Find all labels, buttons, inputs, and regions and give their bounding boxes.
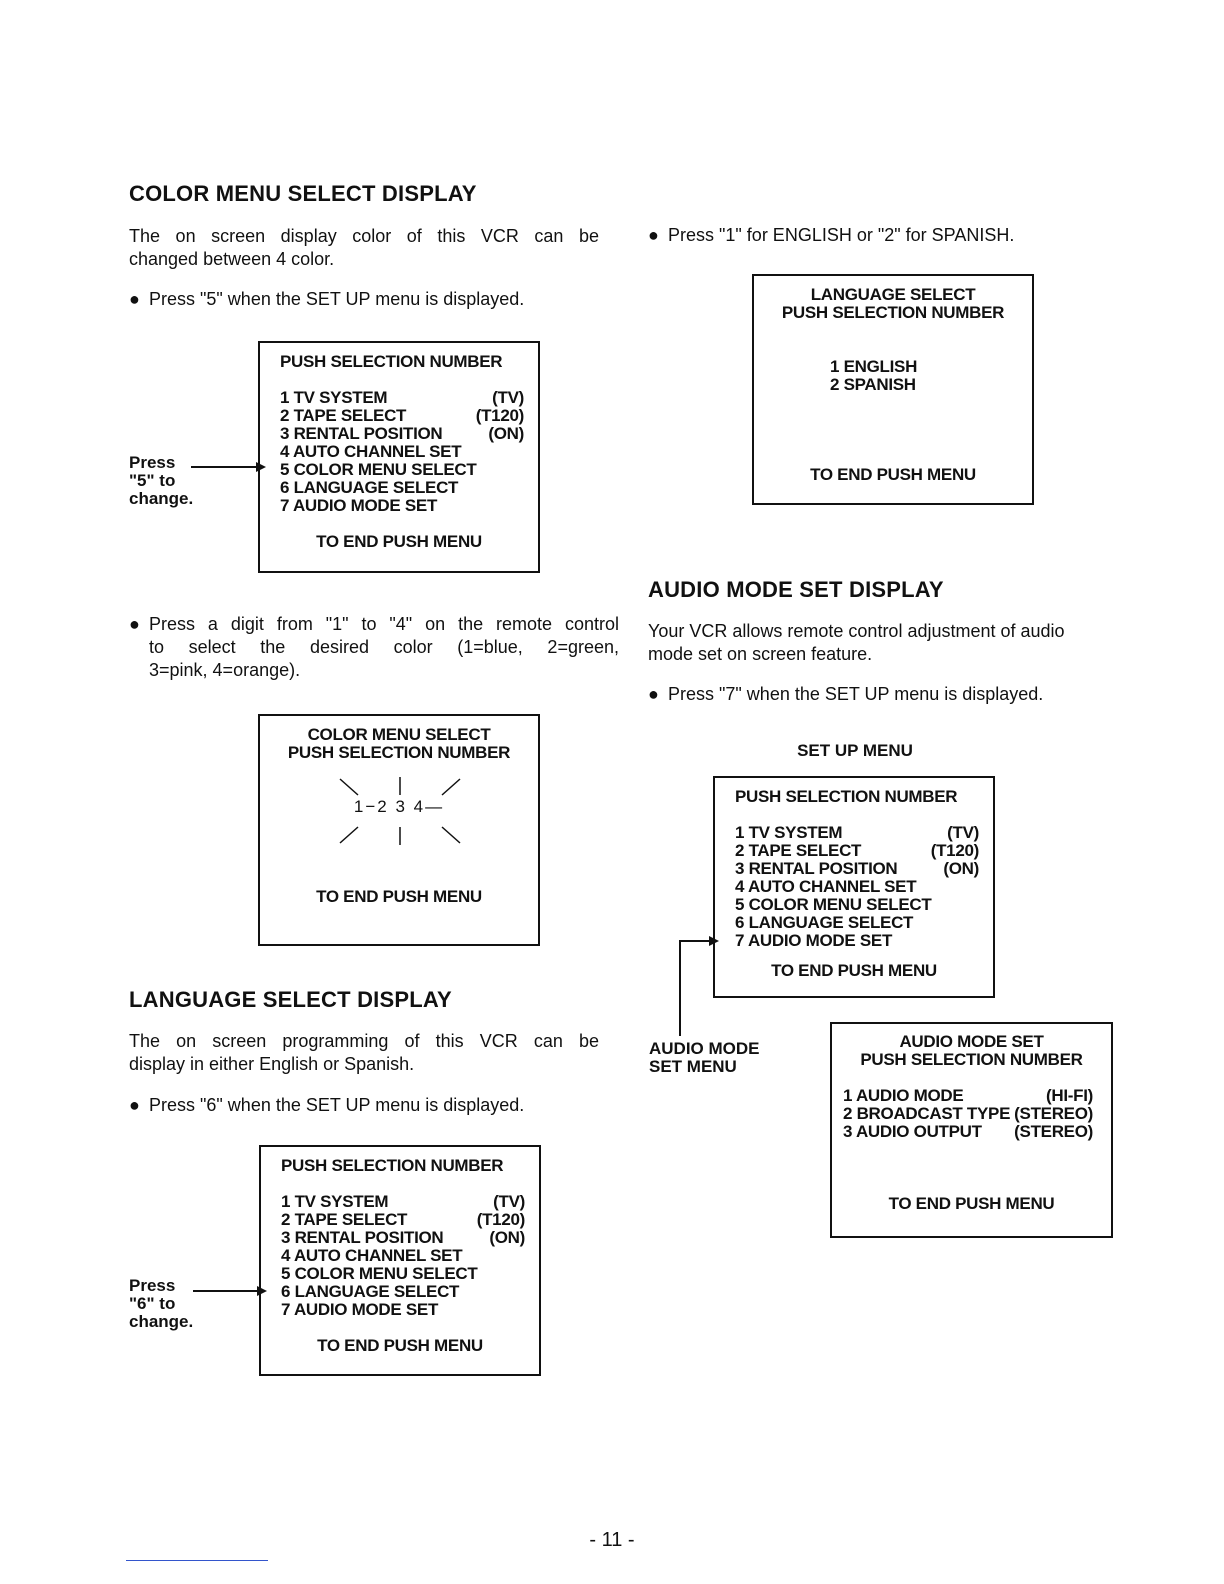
pointer-arrow-icon xyxy=(257,1286,267,1296)
audio-setup-menu-box xyxy=(713,776,995,998)
color-section-heading: COLOR MENU SELECT DISPLAY xyxy=(129,181,477,206)
language-section-heading: LANGUAGE SELECT DISPLAY xyxy=(129,987,452,1012)
audio-intro-line-2: mode set on screen feature. xyxy=(648,644,873,664)
language-press-label xyxy=(129,1277,193,1331)
bullet-icon: ● xyxy=(648,684,659,704)
osd-header: PUSH SELECTION NUMBER xyxy=(735,787,958,806)
audio-press-7-bullet xyxy=(648,683,1138,706)
osd-item: 7 AUDIO MODE SET xyxy=(281,1300,439,1319)
osd-title: LANGUAGE SELECT xyxy=(810,285,976,304)
osd-value: (STEREO) xyxy=(1014,1104,1093,1123)
osd-item: 7 AUDIO MODE SET xyxy=(735,931,893,950)
osd-item: 5 COLOR MENU SELECT xyxy=(735,895,932,914)
press-label-line: Press xyxy=(129,453,176,472)
bullet-icon: ● xyxy=(129,614,140,634)
osd-item: 2 BROADCAST TYPE xyxy=(843,1104,1011,1123)
osd-footer: TO END PUSH MENU xyxy=(888,1194,1055,1213)
osd-header: PUSH SELECTION NUMBER xyxy=(280,352,503,371)
color-menu-select-box xyxy=(258,714,540,946)
color-press-label xyxy=(129,454,193,508)
osd-item: 6 LANGUAGE SELECT xyxy=(735,913,914,932)
osd-item: 6 LANGUAGE SELECT xyxy=(280,478,459,497)
pointer-arrow-line xyxy=(679,940,711,942)
audio-mode-set-menu-label xyxy=(649,1040,760,1076)
color-intro-line-2: changed between 4 color. xyxy=(129,249,335,269)
osd-header: PUSH SELECTION NUMBER xyxy=(781,303,1005,322)
color-digit-bullet xyxy=(129,613,619,682)
setup-menu-title: SET UP MENU xyxy=(797,741,913,760)
osd-footer: TO END PUSH MENU xyxy=(771,961,937,980)
osd-value: (T120) xyxy=(476,1210,525,1229)
color-digit-text: 3=pink, 4=orange). xyxy=(149,660,301,680)
osd-item: 5 COLOR MENU SELECT xyxy=(280,460,477,479)
color-press-5-text: Press "5" when the SET UP menu is displayed. xyxy=(149,289,525,309)
press-label-line: Press xyxy=(129,1276,176,1295)
color-setup-menu-box xyxy=(258,341,540,573)
osd-item: 4 AUTO CHANNEL SET xyxy=(281,1246,463,1265)
bullet-icon: ● xyxy=(648,225,659,245)
language-press-6-text: Press "6" when the SET UP menu is displayed. xyxy=(149,1095,525,1115)
color-digit-text: Press a digit from "1" to "4" on the remote control xyxy=(149,614,619,634)
press-label-line: "6" to xyxy=(129,1294,176,1313)
language-setup-menu-box xyxy=(259,1145,541,1376)
language-select-box xyxy=(752,274,1034,505)
color-digit-text: to select the desired color (1=blue, 2=green, xyxy=(149,637,619,657)
color-options: 1−2 3 4— xyxy=(353,797,445,816)
osd-footer: TO END PUSH MENU xyxy=(810,465,976,484)
osd-item: 1 TV SYSTEM xyxy=(281,1192,389,1211)
osd-item: 2 TAPE SELECT xyxy=(281,1210,408,1229)
osd-item: 3 AUDIO OUTPUT xyxy=(843,1122,982,1141)
audio-intro-line-1: Your VCR allows remote control adjustment of audio xyxy=(648,621,1065,641)
osd-item: 3 RENTAL POSITION xyxy=(735,859,898,878)
osd-value: (ON) xyxy=(943,859,979,878)
bullet-icon: ● xyxy=(129,1095,140,1115)
osd-item: 6 LANGUAGE SELECT xyxy=(281,1282,460,1301)
osd-item: 4 AUTO CHANNEL SET xyxy=(280,442,462,461)
color-press-5-bullet xyxy=(129,288,619,311)
osd-item: 7 AUDIO MODE SET xyxy=(280,496,438,515)
language-choice-text: Press "1" for ENGLISH or "2" for SPANISH. xyxy=(668,225,1015,245)
color-intro xyxy=(129,225,599,271)
audio-mode-set-box xyxy=(830,1022,1113,1238)
osd-header: PUSH SELECTION NUMBER xyxy=(860,1050,1083,1069)
osd-footer: TO END PUSH MENU xyxy=(317,1336,483,1355)
osd-title: COLOR MENU SELECT xyxy=(307,725,491,744)
osd-item: 3 RENTAL POSITION xyxy=(280,424,443,443)
osd-item: 5 COLOR MENU SELECT xyxy=(281,1264,478,1283)
osd-value: (ON) xyxy=(488,424,524,443)
osd-footer: TO END PUSH MENU xyxy=(316,532,482,551)
osd-value: (TV) xyxy=(493,1192,525,1211)
language-intro xyxy=(129,1030,599,1076)
osd-value: (TV) xyxy=(947,823,979,842)
osd-value: (T120) xyxy=(475,406,524,425)
page-number: - 11 - xyxy=(589,1529,635,1551)
language-intro-line-2: display in either English or Spanish. xyxy=(129,1054,415,1074)
pointer-arrow-icon xyxy=(256,462,266,472)
osd-value: (ON) xyxy=(489,1228,525,1247)
osd-item: 2 TAPE SELECT xyxy=(280,406,407,425)
osd-value: (STEREO) xyxy=(1014,1122,1093,1141)
osd-header: PUSH SELECTION NUMBER xyxy=(287,743,511,762)
pointer-arrow-icon xyxy=(709,936,719,946)
osd-header: PUSH SELECTION NUMBER xyxy=(281,1156,504,1175)
osd-value: (T120) xyxy=(930,841,979,860)
osd-item: 1 ENGLISH xyxy=(830,357,918,376)
osd-item: 2 TAPE SELECT xyxy=(735,841,862,860)
language-choice-bullet xyxy=(648,224,1138,247)
press-label-line: change. xyxy=(129,489,194,508)
osd-item: 2 SPANISH xyxy=(830,375,916,394)
side-label-line: SET MENU xyxy=(649,1057,737,1076)
audio-intro xyxy=(648,620,1118,666)
osd-item: 4 AUTO CHANNEL SET xyxy=(735,877,917,896)
osd-title: AUDIO MODE SET xyxy=(899,1032,1044,1051)
bullet-icon: ● xyxy=(129,289,140,309)
language-intro-line-1: The on screen programming of this VCR can be xyxy=(129,1031,599,1051)
audio-section-heading: AUDIO MODE SET DISPLAY xyxy=(648,577,944,602)
footer-rule xyxy=(126,1560,268,1561)
side-label-line: AUDIO MODE xyxy=(649,1039,760,1058)
press-label-line: change. xyxy=(129,1312,194,1331)
audio-press-7-text: Press "7" when the SET UP menu is displayed. xyxy=(668,684,1044,704)
press-label-line: "5" to xyxy=(129,471,176,490)
pointer-arrow-line xyxy=(193,1290,258,1292)
pointer-arrow-line xyxy=(191,466,257,468)
connector-line xyxy=(679,940,681,1036)
osd-item: 1 TV SYSTEM xyxy=(735,823,843,842)
osd-footer: TO END PUSH MENU xyxy=(316,887,482,906)
osd-item: 1 AUDIO MODE xyxy=(843,1086,964,1105)
osd-item: 3 RENTAL POSITION xyxy=(281,1228,444,1247)
language-press-6-bullet xyxy=(129,1094,619,1117)
osd-item: 1 TV SYSTEM xyxy=(280,388,388,407)
color-intro-line-1: The on screen display color of this VCR can be xyxy=(129,226,599,246)
osd-value: (TV) xyxy=(492,388,524,407)
osd-value: (HI-FI) xyxy=(1046,1086,1093,1105)
